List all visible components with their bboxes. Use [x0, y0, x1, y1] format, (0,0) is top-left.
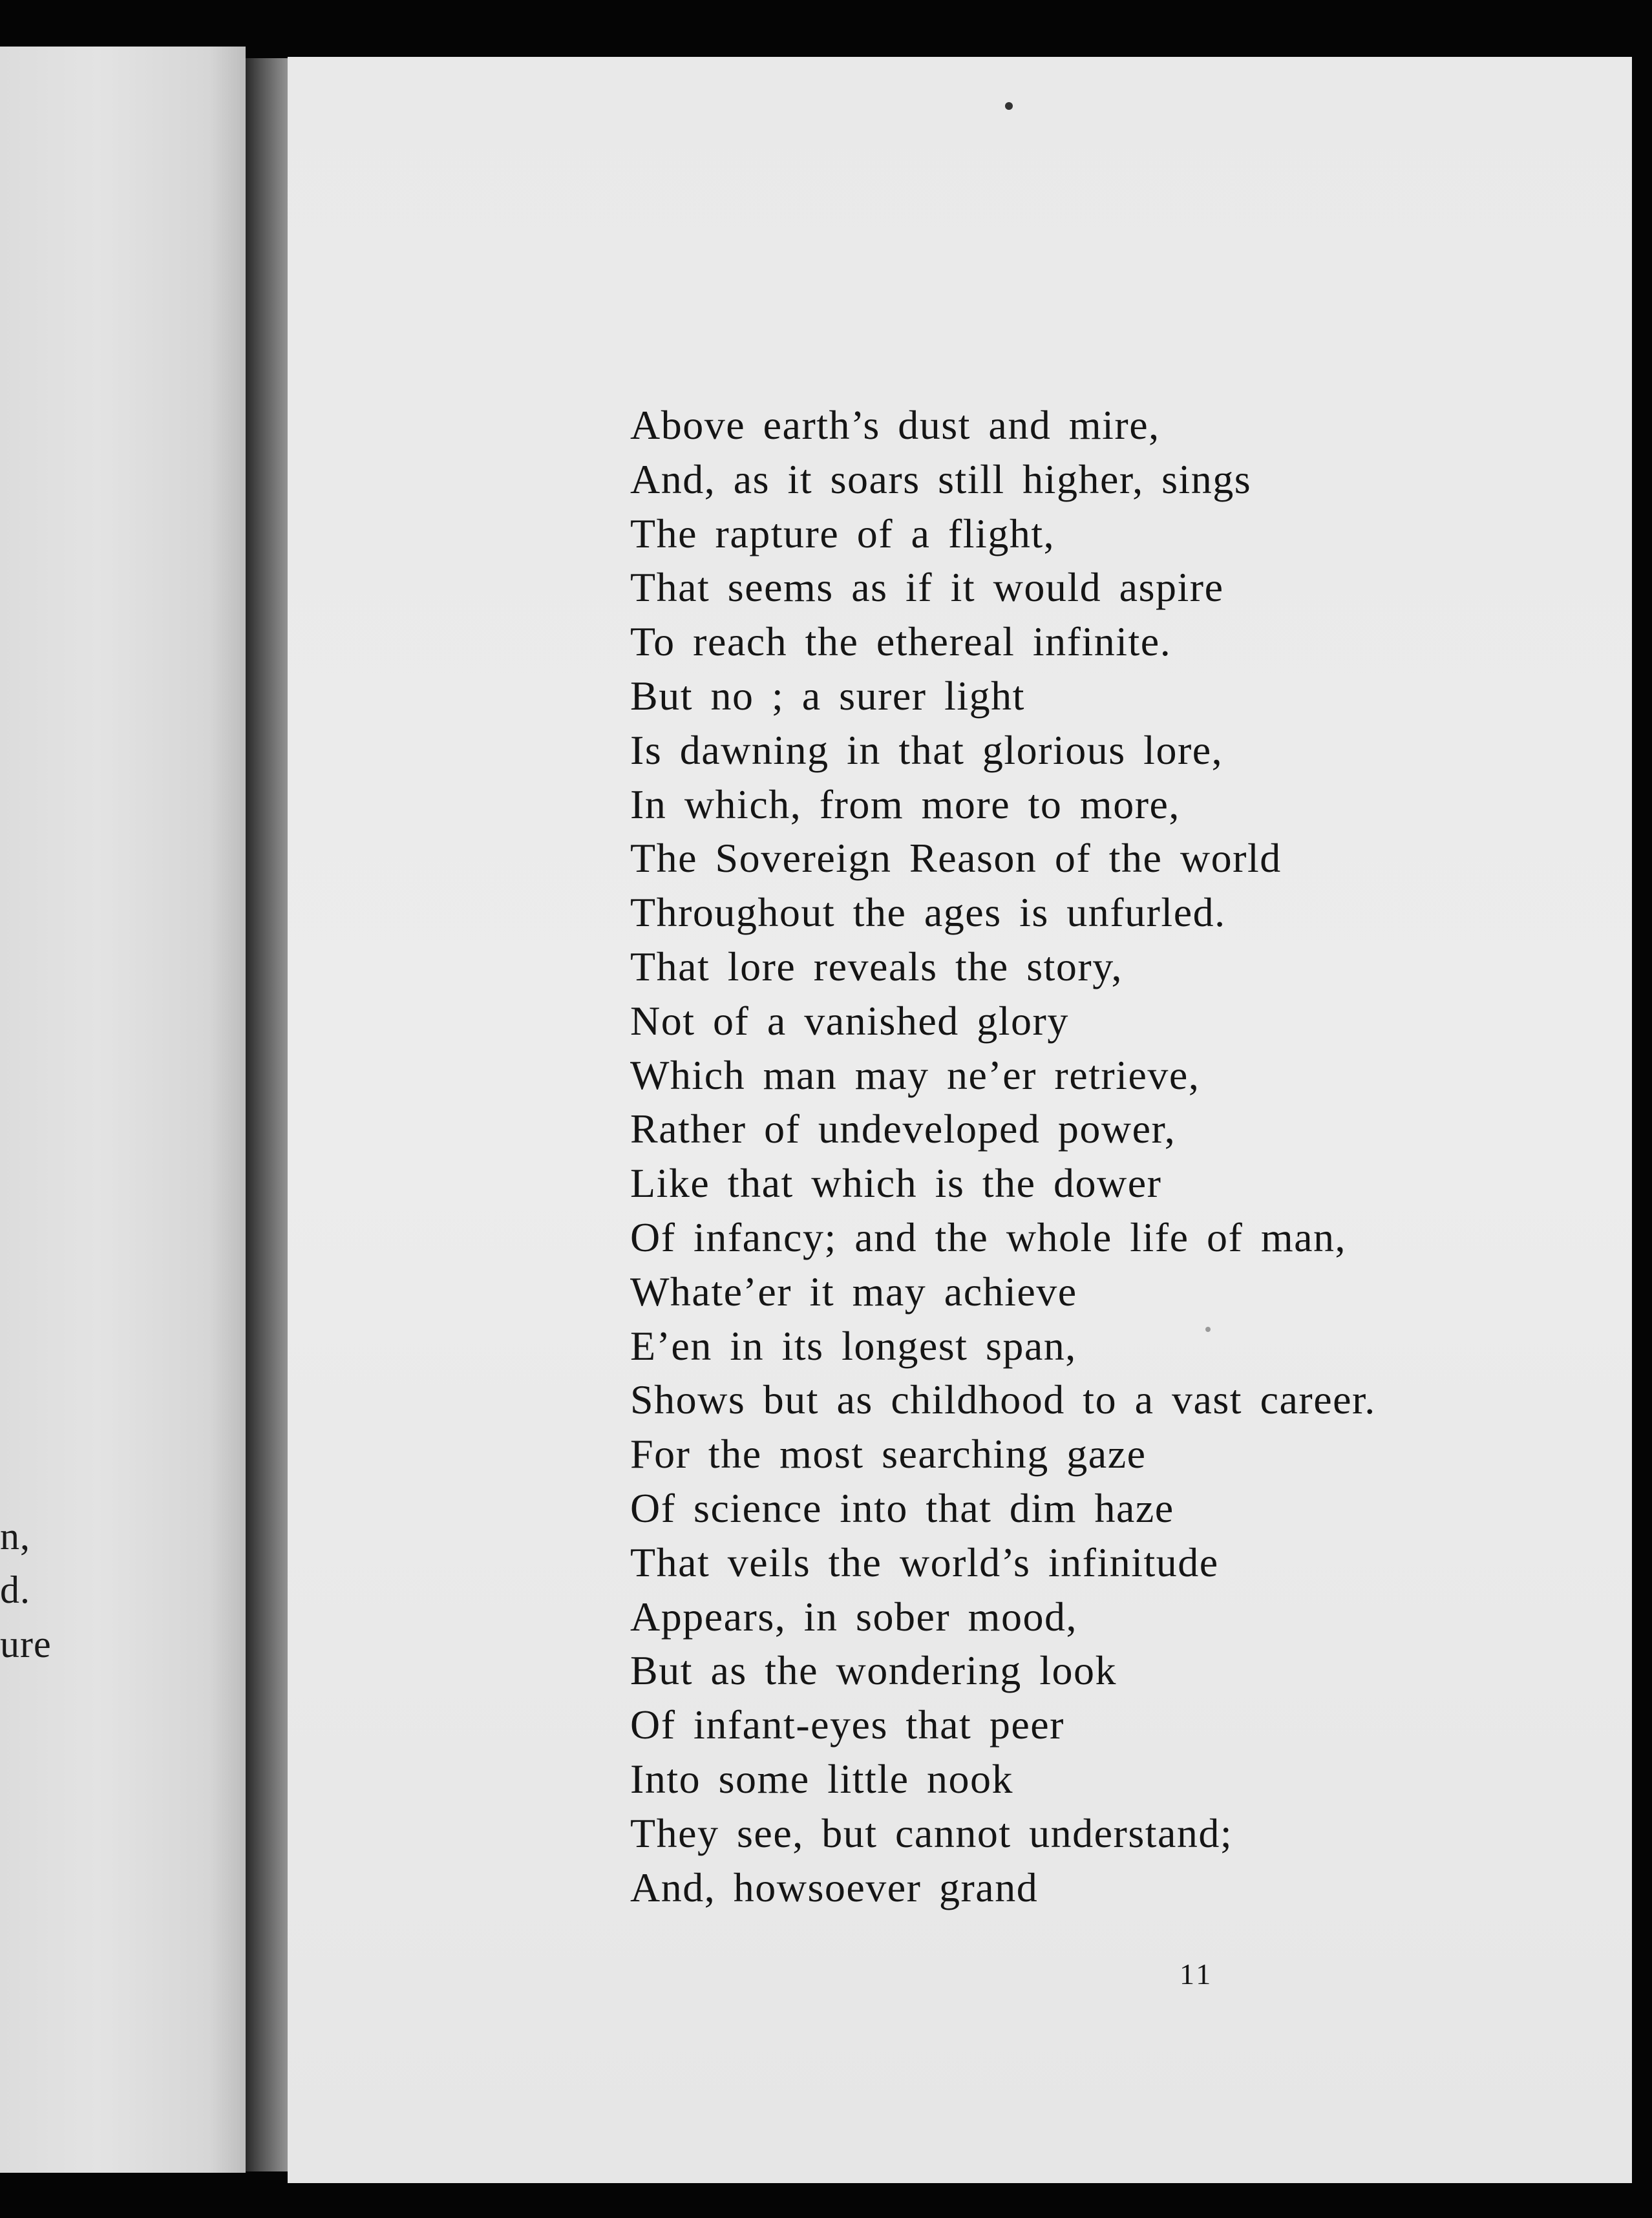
poem-line: Like that which is the dower: [630, 1160, 1162, 1207]
poem-line: In which, from more to more,: [630, 781, 1180, 827]
book-gutter: [246, 58, 291, 2171]
poem-line: Into some little nook: [630, 1755, 1013, 1802]
poem-line: Shows but as childhood to a vast career.: [630, 1377, 1376, 1423]
poem-line: Of infancy; and the whole life of man,: [630, 1214, 1346, 1260]
poem-line: To reach the ethereal infinite.: [630, 618, 1172, 665]
previous-page-fragment: ure: [0, 1623, 52, 1665]
poem-line: But no ; a surer light: [630, 672, 1025, 719]
previous-page-fragment: n,: [0, 1515, 30, 1558]
poem-line: Which man may ne’er retrieve,: [630, 1051, 1200, 1098]
poem-line: Throughout the ages is unfurled.: [630, 889, 1226, 936]
poem-line: Rather of undeveloped power,: [630, 1106, 1176, 1152]
poem-line: Not of a vanished glory: [630, 997, 1069, 1044]
poem-line: But as the wondering look: [630, 1647, 1117, 1694]
paper-speck: [1005, 102, 1013, 110]
poem-line: Above earth’s dust and mire,: [630, 402, 1160, 448]
poem-text: [630, 398, 1376, 1914]
page-number: 11: [1180, 1958, 1214, 1991]
paper-speck: [1205, 1327, 1211, 1332]
poem-line: Of infant-eyes that peer: [630, 1702, 1064, 1748]
poem-line: They see, but cannot understand;: [630, 1810, 1233, 1856]
poem-line: E’en in its longest span,: [630, 1322, 1077, 1369]
poem-line: And, as it soars still higher, sings: [630, 456, 1252, 502]
poem-line: For the most searching gaze: [630, 1431, 1147, 1477]
poem-line: Is dawning in that glorious lore,: [630, 726, 1223, 773]
poem-line: That veils the world’s infinitude: [630, 1539, 1219, 1585]
poem-line: The Sovereign Reason of the world: [630, 835, 1282, 882]
poem-line: That seems as if it would aspire: [630, 564, 1224, 611]
previous-page-fragment: d.: [0, 1568, 30, 1611]
poem-line: And, howsoever grand: [630, 1864, 1039, 1910]
book-page: [288, 57, 1632, 2183]
poem-line: Whate’er it may achieve: [630, 1268, 1077, 1315]
poem-line: That lore reveals the story,: [630, 943, 1123, 989]
poem-line: Appears, in sober mood,: [630, 1593, 1077, 1640]
previous-page-edge: [0, 47, 246, 2173]
poem-line: The rapture of a flight,: [630, 510, 1055, 556]
poem-line: Of science into that dim haze: [630, 1484, 1174, 1531]
